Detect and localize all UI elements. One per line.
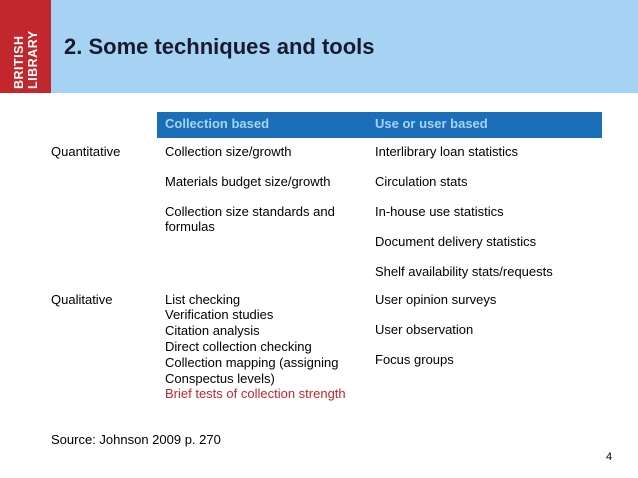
table-cell: Citation analysis <box>165 323 260 338</box>
source-citation: Source: Johnson 2009 p. 270 <box>51 432 221 447</box>
table-cell: Verification studies <box>165 307 274 322</box>
table-cell: User observation <box>375 322 474 337</box>
table-cell: Conspectus levels) <box>165 371 275 386</box>
table-cell: Collection size standards and <box>165 204 335 219</box>
table-cell: Direct collection checking <box>165 339 312 354</box>
row-label-qualitative: Qualitative <box>51 292 113 307</box>
table-cell: Document delivery statistics <box>375 234 537 249</box>
logo-line-1: BRITISH <box>12 35 26 89</box>
table-cell: User opinion surveys <box>375 292 497 307</box>
table-cell: Collection mapping (assigning <box>165 355 339 370</box>
table-cell-highlight: Brief tests of collection strength <box>165 386 346 401</box>
row-label-quantitative: Quantitative <box>51 144 121 159</box>
table-cell: Materials budget size/growth <box>165 174 331 189</box>
table-cell: Shelf availability stats/requests <box>375 264 553 279</box>
logo-line-2: LIBRARY <box>26 30 40 89</box>
column-header-user: Use or user based <box>375 116 488 131</box>
page-number: 4 <box>606 451 613 463</box>
table-cell: Circulation stats <box>375 174 468 189</box>
table-cell: formulas <box>165 219 215 234</box>
table-cell: Collection size/growth <box>165 144 292 159</box>
table-cell: Interlibrary loan statistics <box>375 144 519 159</box>
table-cell: Focus groups <box>375 352 454 367</box>
table-cell: In-house use statistics <box>375 204 504 219</box>
slide-title: 2. Some techniques and tools <box>64 34 375 59</box>
table-cell: List checking <box>165 292 241 307</box>
column-header-collection: Collection based <box>165 116 270 131</box>
british-library-logo <box>0 0 51 93</box>
